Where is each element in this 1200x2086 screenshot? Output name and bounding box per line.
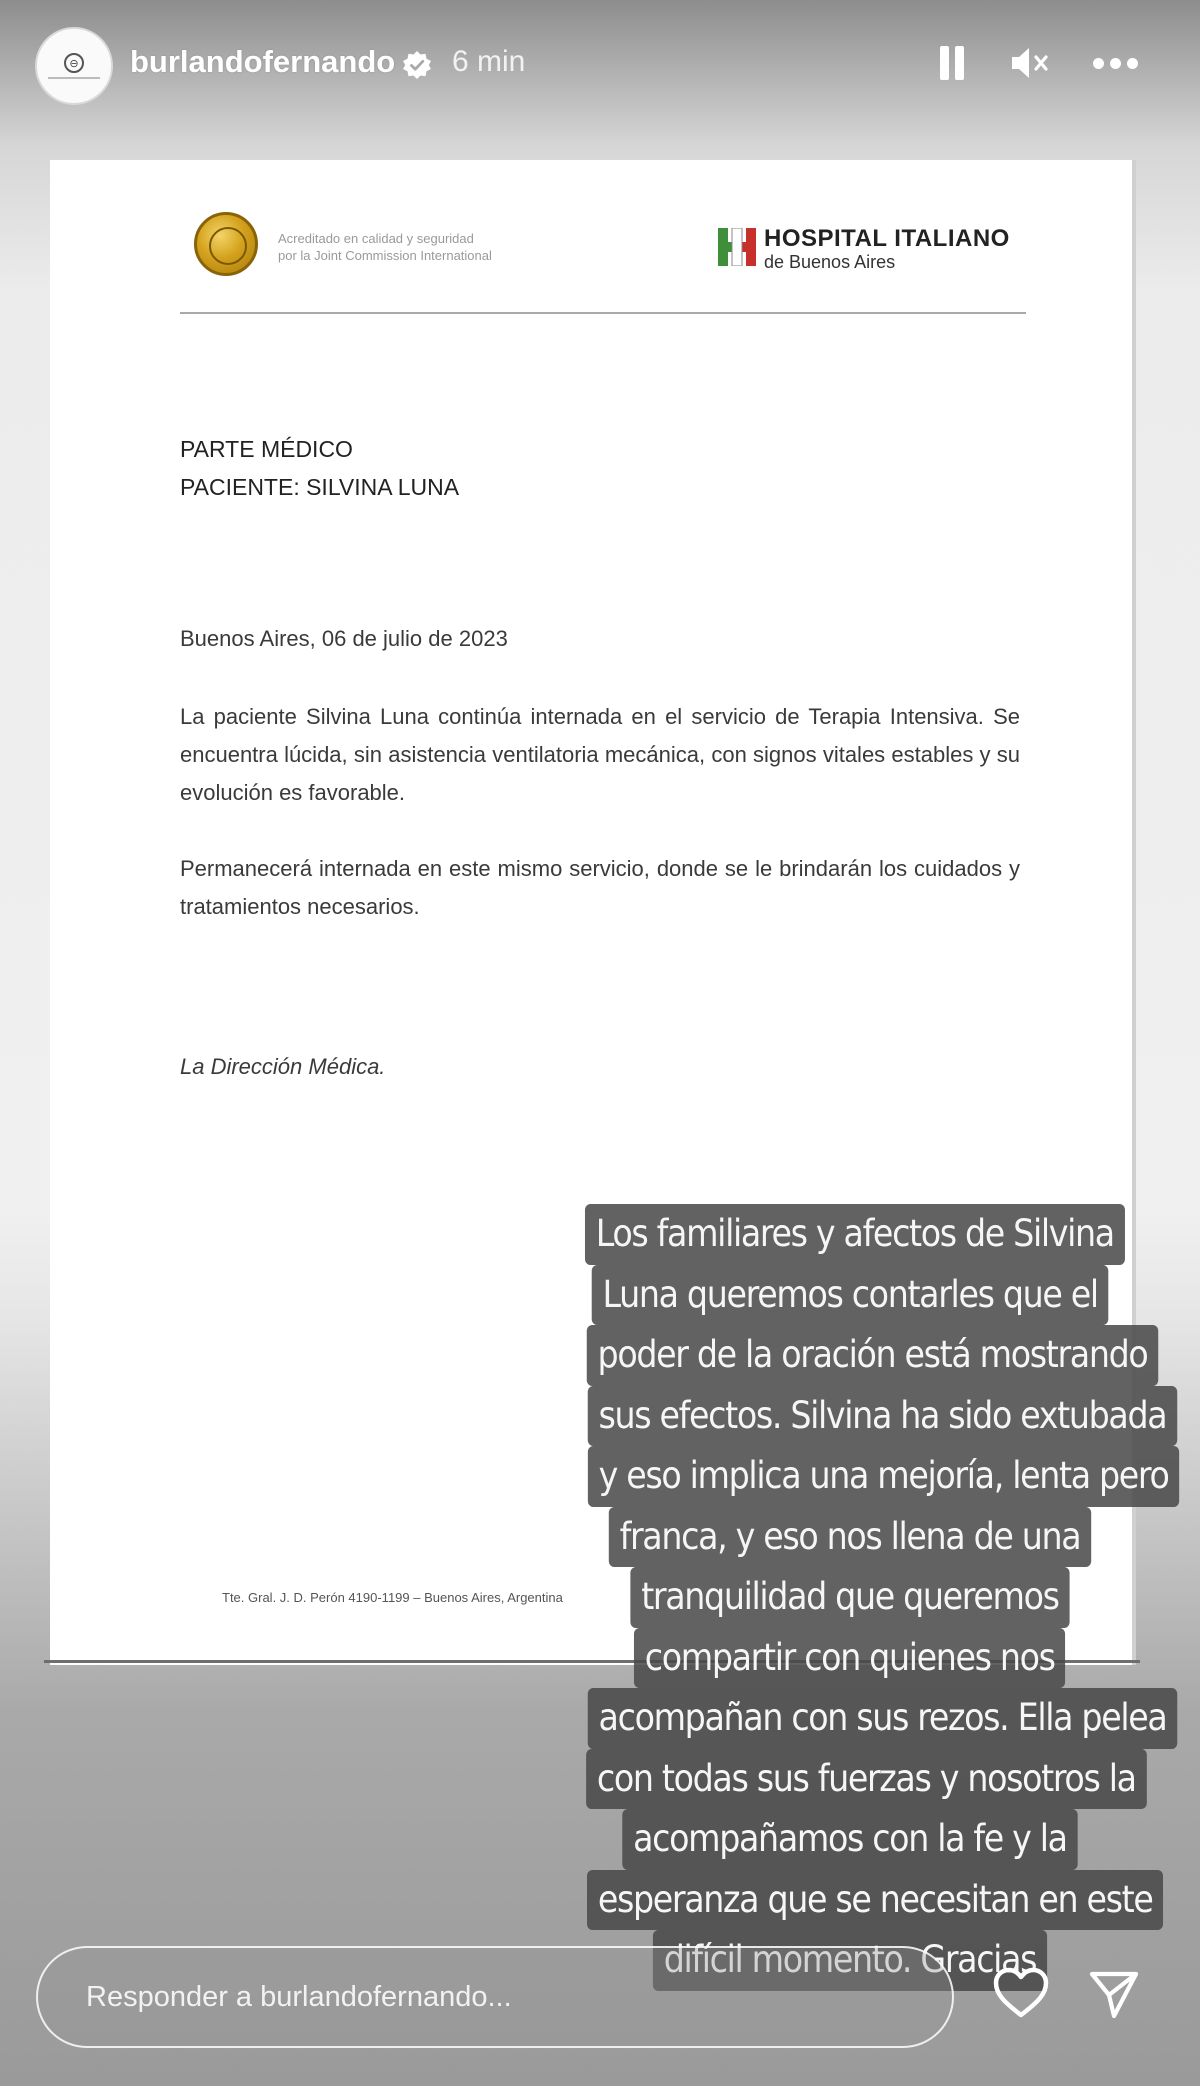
more-dot <box>1127 58 1138 69</box>
caption-line: y eso implica una mejoría, lenta pero <box>588 1446 1179 1507</box>
more-options-button[interactable] <box>1085 38 1145 88</box>
report-date: Buenos Aires, 06 de julio de 2023 <box>180 626 508 651</box>
caption-line: tranquilidad que queremos <box>630 1567 1069 1628</box>
caption-line: Luna queremos contarles que el <box>592 1265 1109 1326</box>
caption-line: con todas sus fuerzas y nosotros la <box>586 1749 1146 1810</box>
more-options-icon <box>1093 58 1104 69</box>
caption-line: poder de la oración está mostrando <box>587 1325 1158 1386</box>
accreditation-text <box>278 230 498 264</box>
avatar-text-line <box>48 77 100 79</box>
report-paragraph-1: La paciente Silvina Luna continúa internada en el servicio de Terapia Intensiva. Se encuentra lúcida, sin asistencia ventilatoria mecánica, con signos vitales estables y su evolución es favorable. <box>180 704 1020 805</box>
mute-button[interactable] <box>1006 38 1054 88</box>
verified-badge-icon <box>402 50 432 80</box>
pause-icon <box>940 46 949 80</box>
report-title-line1: PARTE MÉDICO <box>180 436 353 462</box>
hospital-name: HOSPITAL ITALIANO <box>764 225 1010 252</box>
caption-line: difícil momento. Gracias <box>653 1930 1047 1991</box>
caption-line: Los familiares y afectos de Silvina <box>585 1204 1125 1265</box>
accreditation-text-line: Acreditado en calidad y seguridad por la Joint Commission International <box>278 231 492 263</box>
hospital-subtitle: de Buenos Aires <box>764 252 896 272</box>
reply-input[interactable] <box>36 1946 954 2048</box>
caption-line: acompañamos con la fe y la <box>622 1809 1077 1870</box>
caption-line: esperanza que se necesitan en este <box>587 1870 1163 1931</box>
sound-off-icon <box>1008 43 1052 83</box>
pause-button[interactable] <box>935 38 969 88</box>
report-title-line2: PACIENTE: SILVINA LUNA <box>180 474 460 500</box>
caption-line: franca, y eso nos llena de una <box>609 1507 1091 1568</box>
pause-icon-bar <box>955 46 964 80</box>
send-icon[interactable] <box>1088 1968 1140 2020</box>
avatar-monogram-icon: ⊖ <box>64 53 84 73</box>
caption-line: sus efectos. Silvina ha sido extubada <box>588 1386 1177 1447</box>
report-signature: La Dirección Médica. <box>180 1054 386 1079</box>
story-header <box>0 0 1200 130</box>
caption-line: acompañan con sus rezos. Ella pelea <box>588 1688 1178 1749</box>
story-caption <box>555 1204 1169 1991</box>
reply-placeholder: Responder a burlandofernando... <box>86 1980 512 2013</box>
accreditation-seal-icon <box>194 212 258 276</box>
report-footer-address: Tte. Gral. J. D. Perón 4190-1199 – Buenos Aires, Argentina <box>222 1590 563 1605</box>
heart-icon[interactable] <box>992 1966 1050 2020</box>
more-dot <box>1110 58 1121 69</box>
caption-line: compartir con quienes nos <box>634 1628 1066 1689</box>
header-divider <box>180 312 1026 314</box>
username[interactable]: burlandofernando <box>130 44 396 79</box>
report-title <box>180 430 459 506</box>
post-time: 6 min <box>452 45 526 78</box>
avatar[interactable] <box>35 27 113 105</box>
hospital-cross-logo-icon <box>718 228 756 266</box>
report-paragraph-2: Permanecerá internada en este mismo servicio, donde se le brindarán los cuidados y tratamientos necesarios. <box>180 856 1020 919</box>
